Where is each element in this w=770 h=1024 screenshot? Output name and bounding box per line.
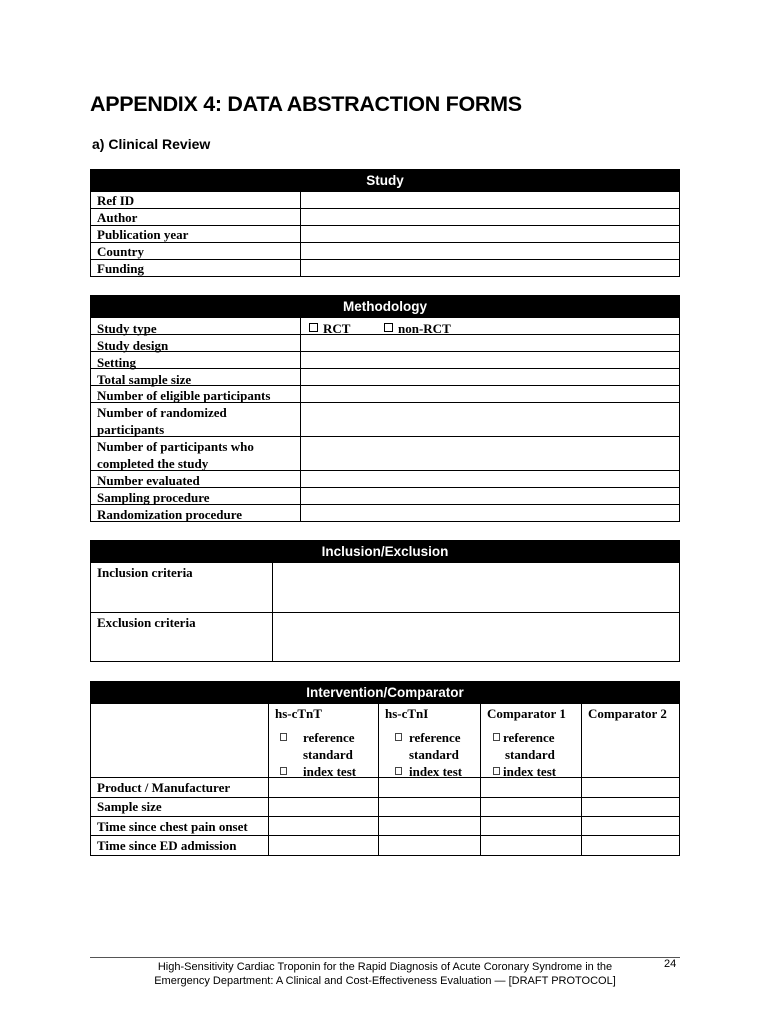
row-label-total-sample-size: Total sample size bbox=[97, 372, 192, 387]
non-rct-option-label: non-RCT bbox=[398, 321, 451, 336]
hs-ctnt-index-checkbox[interactable] bbox=[280, 767, 287, 775]
row-label-completed-cont: completed the study bbox=[97, 456, 209, 471]
inclusion-exclusion-header: Inclusion/Exclusion bbox=[91, 541, 679, 563]
intervention-comparator-header: Intervention/Comparator bbox=[91, 682, 679, 704]
row-label-exclusion-criteria: Exclusion criteria bbox=[97, 615, 196, 630]
hs-ctni-index-checkbox[interactable] bbox=[395, 767, 402, 775]
hs-ctnt-standard-label: standard bbox=[303, 747, 353, 762]
footer-rule bbox=[90, 957, 680, 958]
row-label-completed: Number of participants who bbox=[97, 439, 254, 454]
comparator-1-standard-label: standard bbox=[505, 747, 555, 762]
study-form bbox=[90, 169, 680, 277]
non-rct-checkbox[interactable] bbox=[384, 323, 393, 332]
row-label-country: Country bbox=[97, 244, 144, 259]
methodology-form bbox=[90, 295, 680, 522]
rct-checkbox[interactable] bbox=[309, 323, 318, 332]
comparator-1-index-checkbox[interactable] bbox=[493, 767, 500, 775]
row-label-eligible-participants: Number of eligible participants bbox=[97, 388, 271, 403]
row-label-inclusion-criteria: Inclusion criteria bbox=[97, 565, 193, 580]
methodology-header: Methodology bbox=[91, 296, 679, 318]
section-heading: a) Clinical Review bbox=[92, 136, 211, 152]
row-label-publication-year: Publication year bbox=[97, 227, 189, 242]
comparator-1-index-label: index test bbox=[503, 764, 557, 779]
row-label-randomization-procedure: Randomization procedure bbox=[97, 507, 243, 522]
row-label-sampling-procedure: Sampling procedure bbox=[97, 490, 210, 505]
hs-ctni-standard-label: standard bbox=[409, 747, 459, 762]
column-header-comparator-2: Comparator 2 bbox=[588, 706, 667, 721]
row-label-funding: Funding bbox=[97, 261, 144, 276]
hs-ctnt-index-label: index test bbox=[303, 764, 357, 779]
footer-line-2: Emergency Department: A Clinical and Cost-Effectiveness Evaluation — [DRAFT PROTOCOL] bbox=[154, 975, 616, 987]
column-header-hs-ctni: hs-cTnI bbox=[385, 706, 429, 721]
page-title: APPENDIX 4: DATA ABSTRACTION FORMS bbox=[90, 92, 522, 116]
row-label-ref-id: Ref ID bbox=[97, 193, 135, 208]
row-label-chest-pain-onset: Time since chest pain onset bbox=[97, 819, 248, 834]
hs-ctnt-reference-label: reference bbox=[303, 730, 355, 745]
rct-option-label: RCT bbox=[323, 321, 351, 336]
intervention-comparator-form bbox=[90, 681, 680, 856]
study-header: Study bbox=[91, 170, 679, 192]
hs-ctni-reference-label: reference bbox=[409, 730, 461, 745]
hs-ctnt-reference-checkbox[interactable] bbox=[280, 733, 287, 741]
row-label-study-type: Study type bbox=[97, 321, 157, 336]
row-label-author: Author bbox=[97, 210, 138, 225]
hs-ctni-index-label: index test bbox=[409, 764, 463, 779]
column-header-hs-ctnt: hs-cTnT bbox=[275, 706, 322, 721]
row-label-number-evaluated: Number evaluated bbox=[97, 473, 200, 488]
inclusion-exclusion-form bbox=[90, 540, 680, 662]
hs-ctni-reference-checkbox[interactable] bbox=[395, 733, 402, 741]
footer-line-1: High-Sensitivity Cardiac Troponin for the Rapid Diagnosis of Acute Coronary Syndrome in the bbox=[157, 961, 613, 973]
row-label-product-manufacturer: Product / Manufacturer bbox=[97, 780, 231, 795]
row-label-ed-admission: Time since ED admission bbox=[97, 838, 237, 853]
row-label-randomized-cont: participants bbox=[97, 422, 165, 437]
footer-text bbox=[140, 960, 630, 988]
column-header-comparator-1: Comparator 1 bbox=[487, 706, 566, 721]
row-label-randomized: Number of randomized bbox=[97, 405, 227, 420]
comparator-1-reference-checkbox[interactable] bbox=[493, 733, 500, 741]
row-label-study-design: Study design bbox=[97, 338, 169, 353]
comparator-1-reference-label: reference bbox=[503, 730, 555, 745]
row-label-sample-size: Sample size bbox=[97, 799, 162, 814]
page-number: 24 bbox=[664, 958, 677, 970]
row-label-setting: Setting bbox=[97, 355, 136, 370]
